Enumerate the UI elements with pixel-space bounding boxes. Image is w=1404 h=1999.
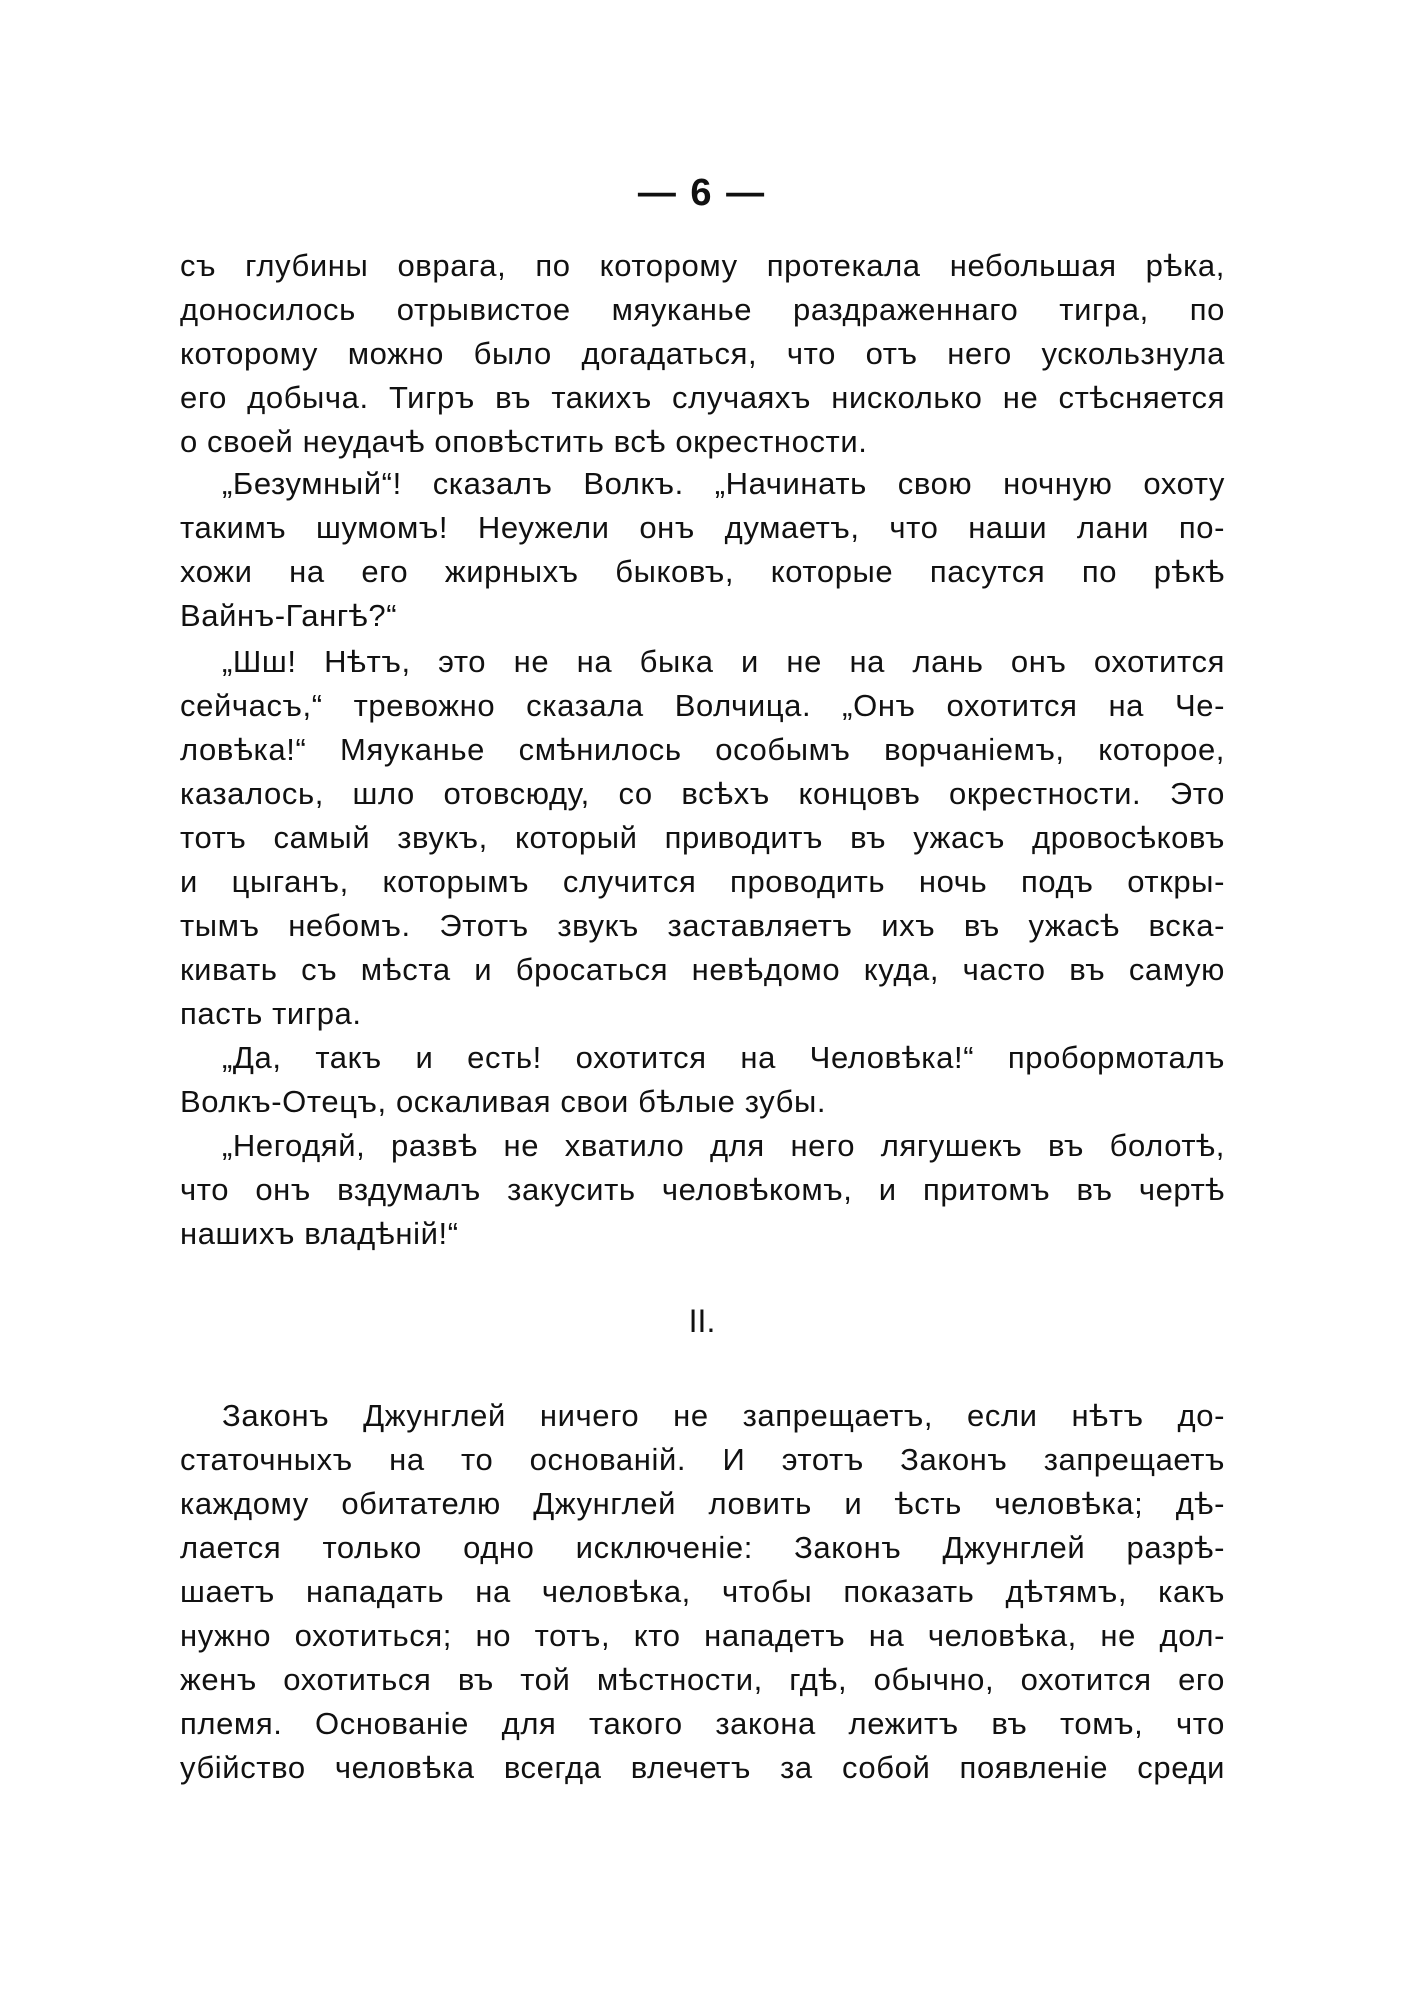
text-line: такимъ шумомъ! Неужели онъ думаетъ, что наши лани по- [180,510,1225,545]
text-line: Волкъ-Отецъ, оскаливая свои бѣлые зубы. [180,1084,827,1119]
text-line: лается только одно исключеніе: Законъ Джунглей разрѣ- [180,1530,1225,1565]
text-line: шаетъ нападать на человѣка, чтобы показать дѣтямъ, какъ [180,1574,1225,1609]
text-line: которому можно было догадаться, что отъ него ускользнула [180,336,1225,371]
text-line: пасть тигра. [180,996,362,1031]
text-line: статочныхъ на то основаній. И этотъ Законъ запрещаетъ [180,1442,1225,1477]
text-line: и цыганъ, которымъ случится проводить ночь подъ откры- [180,864,1225,899]
text-line: каждому обитателю Джунглей ловить и ѣсть человѣка; дѣ- [180,1486,1225,1521]
text-line: Законъ Джунглей ничего не запрещаетъ, если нѣтъ до- [222,1398,1225,1433]
text-line: „Негодяй, развѣ не хватило для него лягушекъ въ болотѣ, [222,1128,1225,1163]
text-line: убійство человѣка всегда влечетъ за собой появленіе среди [180,1750,1225,1785]
text-line: казалось, шло отовсюду, со всѣхъ концовъ окрестности. Это [180,776,1225,811]
text-line: женъ охотиться въ той мѣстности, гдѣ, обычно, охотится его [180,1662,1225,1697]
text-line: тымъ небомъ. Этотъ звукъ заставляетъ ихъ въ ужасѣ вска- [180,908,1225,943]
text-line: „Безумный“! сказалъ Волкъ. „Начинать свою ночную охоту [222,466,1225,501]
text-line: что онъ вздумалъ закусить человѣкомъ, и притомъ въ чертѣ [180,1172,1225,1207]
text-line: нашихъ владѣній!“ [180,1216,459,1251]
text-line: нужно охотиться; но тотъ, кто нападетъ на человѣка, не дол- [180,1618,1225,1653]
text-line: кивать съ мѣста и бросаться невѣдомо куда, часто въ самую [180,952,1225,987]
text-line: о своей неудачѣ оповѣстить всѣ окрестности. [180,424,868,459]
text-line: племя. Основаніе для такого закона лежитъ въ томъ, что [180,1706,1225,1741]
text-line: ловѣка!“ Мяуканье смѣнилось особымъ ворчаніемъ, которое, [180,732,1225,767]
chapter-heading: II. [688,1303,716,1339]
text-line: „Да, такъ и есть! охотится на Человѣка!“ пробормоталъ [222,1040,1225,1075]
text-line: „Шш! Нѣтъ, это не на быка и не на лань онъ охотится [222,644,1225,679]
text-line: тотъ самый звукъ, который приводитъ въ ужасъ дровосѣковъ [180,820,1225,855]
text-line: съ глубины оврага, по которому протекала небольшая рѣка, [180,248,1225,283]
text-line: Вайнъ-Гангѣ?“ [180,598,398,633]
text-line: сейчасъ,“ тревожно сказала Волчица. „Онъ охотится на Че- [180,688,1225,723]
text-line: доносилось отрывистое мяуканье раздраженнаго тигра, по [180,292,1225,327]
text-line: хожи на его жирныхъ быковъ, которые пасутся по рѣкѣ [180,554,1225,589]
text-line: его добыча. Тигръ въ такихъ случаяхъ нисколько не стѣсняется [180,380,1225,415]
page-number: — 6 — [637,172,767,214]
